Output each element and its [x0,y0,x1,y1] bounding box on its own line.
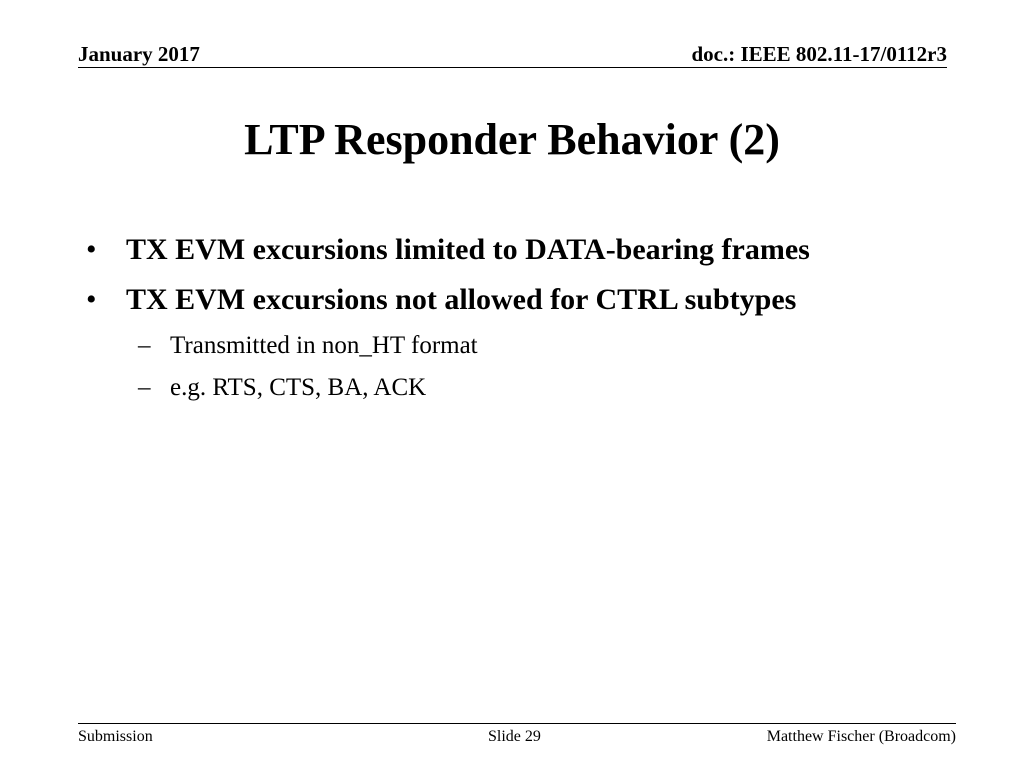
bullet-text: TX EVM excursions limited to DATA-bearing frames [126,233,810,266]
header-doc-id: doc.: IEEE 802.11-17/0112r3 [691,42,947,66]
sub-bullet-text: Transmitted in non_HT format [170,332,478,359]
sub-bullet-item [86,370,986,412]
footer-slide-number: Slide 29 [488,728,541,745]
sub-bullet-marker: – [138,332,151,359]
bullet-item [86,228,986,278]
header-date: January 2017 [78,42,200,66]
sub-bullet-item [86,328,986,370]
header-divider [78,67,947,68]
footer-submission: Submission [78,728,153,745]
bullet-item [86,278,986,328]
slide-title: LTP Responder Behavior (2) [244,115,780,164]
sub-bullet-text: e.g. RTS, CTS, BA, ACK [170,374,427,401]
footer-divider [78,723,956,724]
bullet-marker: • [86,283,97,316]
bullet-list [86,228,986,412]
sub-bullet-marker: – [138,374,151,401]
footer-author: Matthew Fischer (Broadcom) [766,728,956,745]
bullet-text: TX EVM excursions not allowed for CTRL subtypes [126,283,797,316]
bullet-marker: • [86,233,97,266]
